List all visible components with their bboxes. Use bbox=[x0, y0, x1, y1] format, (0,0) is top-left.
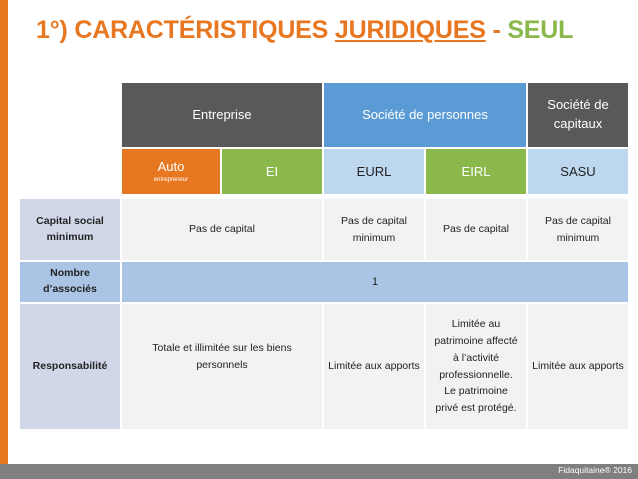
footer-copyright: Fidaquitaine® 2016 bbox=[558, 465, 632, 475]
header-societe-capitaux: Société de capitaux bbox=[528, 83, 628, 147]
row-label-capital: Capital social minimum bbox=[20, 199, 120, 260]
header-societe-personnes: Société de personnes bbox=[324, 83, 526, 147]
cell-associes-value: 1 bbox=[122, 262, 628, 302]
title-suffix: SEUL bbox=[507, 16, 574, 44]
title-separator: - bbox=[485, 16, 508, 44]
form-sasu: SASU bbox=[528, 149, 628, 194]
form-auto-sublabel: entrepreneur bbox=[153, 176, 189, 183]
cell-capital-eirl: Pas de capital bbox=[426, 199, 526, 260]
form-ei: EI bbox=[222, 149, 322, 194]
cell-capital-entreprise: Pas de capital bbox=[122, 199, 322, 260]
form-eurl: EURL bbox=[324, 149, 424, 194]
cell-responsabilite-sasu: Limitée aux apports bbox=[528, 304, 628, 429]
form-auto-entrepreneur bbox=[122, 149, 220, 194]
cell-responsabilite-eurl: Limitée aux apports bbox=[324, 304, 424, 429]
form-eirl: EIRL bbox=[426, 149, 526, 194]
title-prefix: 1°) CARACTÉRISTIQUES bbox=[36, 16, 335, 44]
cell-capital-eurl: Pas de capital minimum bbox=[324, 199, 424, 260]
cell-responsabilite-eirl: Limitée au patrimoine affecté à l’activité professionnelle. Le patrimoine privé est protégé. bbox=[426, 304, 526, 429]
page-title bbox=[36, 16, 573, 45]
row-label-responsabilite: Responsabilité bbox=[20, 304, 120, 429]
title-underlined: JURIDIQUES bbox=[334, 16, 486, 44]
form-auto-label: Auto bbox=[157, 159, 185, 175]
left-accent-bar bbox=[0, 0, 8, 479]
cell-responsabilite-entreprise: Totale et illimitée sur les biens personnels bbox=[122, 304, 322, 429]
footer-bar bbox=[0, 464, 638, 479]
cell-capital-sasu: Pas de capital minimum bbox=[528, 199, 628, 260]
row-label-associes: Nombre d’associés bbox=[20, 262, 120, 302]
header-entreprise: Entreprise bbox=[122, 83, 322, 147]
